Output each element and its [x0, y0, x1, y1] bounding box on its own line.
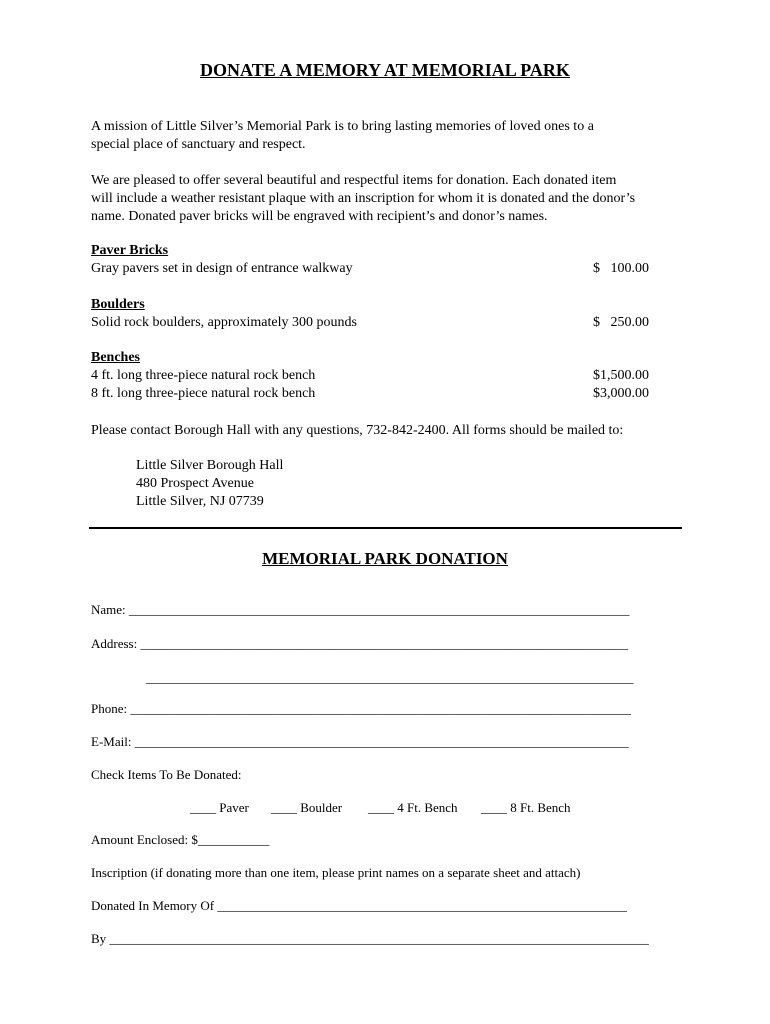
form-title: MEMORIAL PARK DONATION — [262, 549, 508, 568]
address-field-line-2[interactable]: ___________________________________________________________________________ — [146, 670, 634, 685]
paver-option[interactable]: ____ Paver — [190, 800, 249, 815]
amount-enclosed-field[interactable]: Amount Enclosed: $___________ — [91, 832, 270, 847]
intro-line-1: A mission of Little Silver’s Memorial Park is to bring lasting memories of loved ones to a — [91, 119, 594, 134]
check-items-label: Check Items To Be Donated: — [91, 767, 242, 782]
bench-8ft-option[interactable]: ____ 8 Ft. Bench — [481, 800, 571, 815]
bench-4ft-option[interactable]: ____ 4 Ft. Bench — [368, 800, 458, 815]
offer-line-1: We are pleased to offer several beautiful and respectful items for donation. Each donated item — [91, 173, 617, 188]
intro-paragraph — [91, 118, 691, 154]
phone-field[interactable]: Phone: _____________________________________________________________________________ — [91, 701, 631, 716]
address-field[interactable]: Address: ___________________________________________________________________________ — [91, 636, 628, 651]
inscription-label: Inscription (if donating more than one item, please print names on a separate sheet and attach) — [91, 865, 581, 880]
boulder-description: Solid rock boulders, approximately 300 pounds — [91, 315, 357, 330]
bench-8ft-description: 8 ft. long three-piece natural rock bench — [91, 386, 316, 401]
page-title: DONATE A MEMORY AT MEMORIAL PARK — [200, 60, 570, 80]
boulder-option[interactable]: ____ Boulder — [271, 800, 343, 815]
section-divider — [89, 527, 682, 529]
by-field[interactable]: By ___________________________________________________________________________________ — [91, 931, 649, 946]
bench-4ft-description: 4 ft. long three-piece natural rock bench — [91, 368, 316, 383]
boulder-price: $ 250.00 — [593, 315, 649, 330]
bench-4ft-price: $1,500.00 — [593, 368, 649, 383]
intro-line-2: special place of sanctuary and respect. — [91, 137, 306, 152]
paver-price: $ 100.00 — [593, 261, 649, 276]
name-field[interactable]: Name: _____________________________________________________________________________ — [91, 602, 630, 617]
paver-heading: Paver Bricks — [91, 243, 169, 258]
address-line-2: 480 Prospect Avenue — [136, 476, 254, 491]
offer-paragraph — [91, 172, 691, 226]
address-line-1: Little Silver Borough Hall — [136, 458, 284, 473]
paver-description: Gray pavers set in design of entrance walkway — [91, 261, 353, 276]
address-line-3: Little Silver, NJ 07739 — [136, 494, 264, 509]
bench-8ft-price: $3,000.00 — [593, 386, 649, 401]
offer-line-2: will include a weather resistant plaque with an inscription for whom it is donated and the donor’s — [91, 191, 636, 206]
email-field[interactable]: E-Mail: ____________________________________________________________________________ — [91, 734, 629, 749]
boulder-heading: Boulders — [91, 297, 145, 312]
in-memory-of-field[interactable]: Donated In Memory Of _______________________________________________________________ — [91, 898, 627, 913]
bench-heading: Benches — [91, 350, 140, 365]
contact-text: Please contact Borough Hall with any questions, 732-842-2400. All forms should be mailed to: — [91, 423, 624, 438]
offer-line-3: name. Donated paver bricks will be engraved with recipient’s and donor’s names. — [91, 209, 548, 224]
